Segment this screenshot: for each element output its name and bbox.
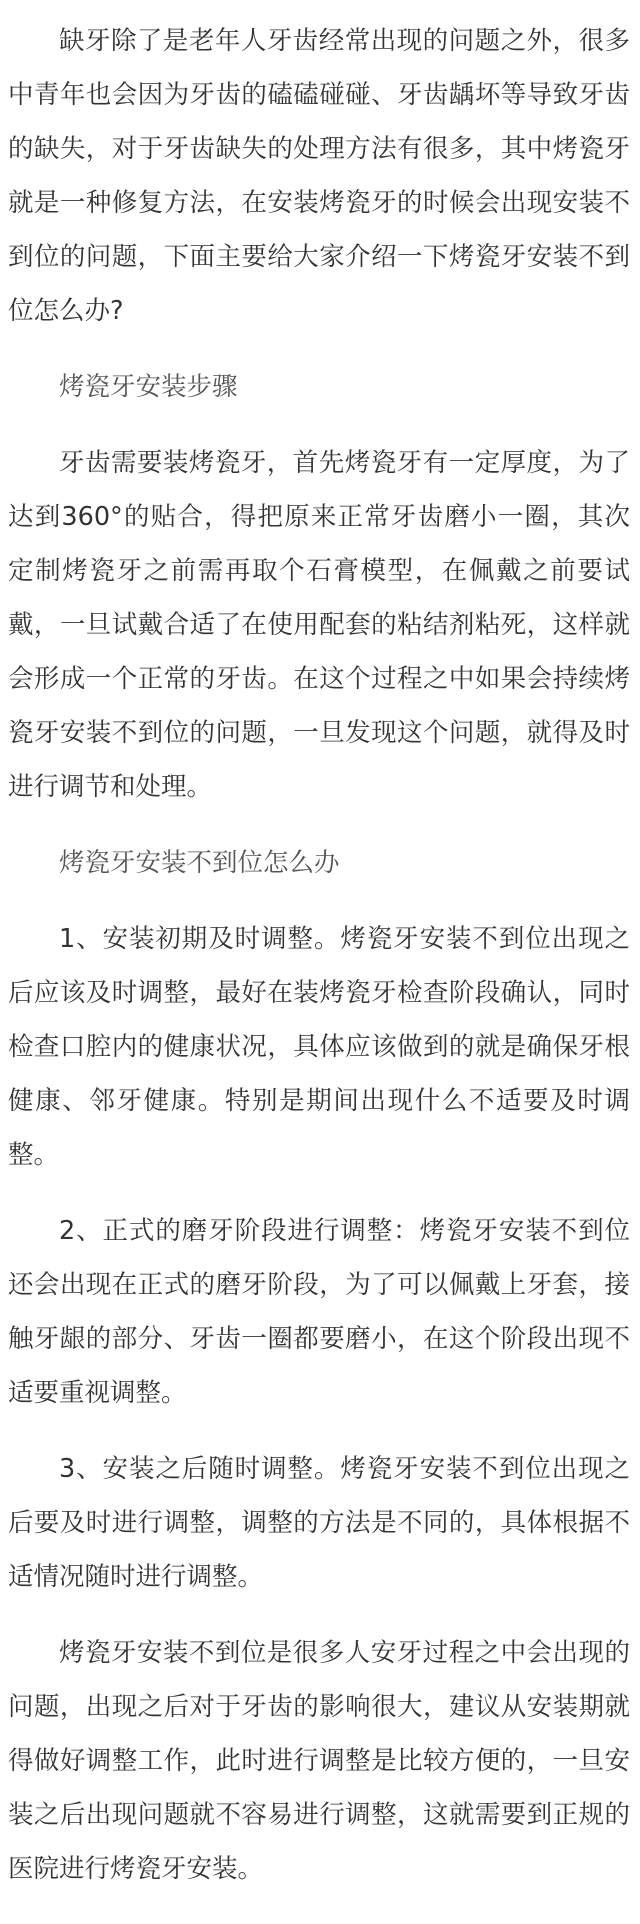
conclusion-paragraph: 烤瓷牙安装不到位是很多人安牙过程之中会出现的问题，出现之后对于牙齿的影响很大，建议从安装期就得做好调整工作，此时进行调整是比较方便的，一旦安装之后出现问题就不容易进行调整，这就需要到正规的医院进行烤瓷牙安装。 (8, 1638, 630, 1884)
section-heading-what-to-do: 烤瓷牙安装不到位怎么办 (59, 848, 340, 878)
tip-paragraph-1: 1、安装初期及时调整。烤瓷牙安装不到位出现之后应该及时调整，最好在装烤瓷牙检查阶段确认，同时检查口腔内的健康状况，具体应该做到的就是确保牙根健康、邻牙健康。特别是期间出现什么不适要及时调整。 (8, 924, 630, 1170)
section-heading-installation-steps: 烤瓷牙安装步骤 (59, 372, 238, 402)
intro-paragraph: 缺牙除了是老年人牙齿经常出现的问题之外，很多中青年也会因为牙齿的磕磕碰碰、牙齿龋坏等导致牙齿的缺失，对于牙齿缺失的处理方法有很多，其中烤瓷牙就是一种修复方法，在安装烤瓷牙的时候会出现安装不到位的问题，下面主要给大家介绍一下烤瓷牙安装不到位怎么办? (8, 26, 630, 326)
tip-paragraph-2: 2、正式的磨牙阶段进行调整：烤瓷牙安装不到位还会出现在正式的磨牙阶段，为了可以佩戴上牙套，接触牙龈的部分、牙齿一圈都要磨小，在这个阶段出现不适要重视调整。 (8, 1216, 630, 1408)
tip-paragraph-3: 3、安装之后随时调整。烤瓷牙安装不到位出现之后要及时进行调整，调整的方法是不同的，具体根据不适情况随时进行调整。 (8, 1454, 630, 1592)
installation-steps-paragraph: 牙齿需要装烤瓷牙，首先烤瓷牙有一定厚度，为了达到360°的贴合，得把原来正常牙齿磨小一圈，其次定制烤瓷牙之前需再取个石膏模型，在佩戴之前要试戴，一旦试戴合适了在使用配套的粘结剂粘死，这样就会形成一个正常的牙齿。在这个过程之中如果会持续烤瓷牙安装不到位的问题，一旦发现这个问题，就得及时进行调节和处理。 (8, 448, 630, 802)
